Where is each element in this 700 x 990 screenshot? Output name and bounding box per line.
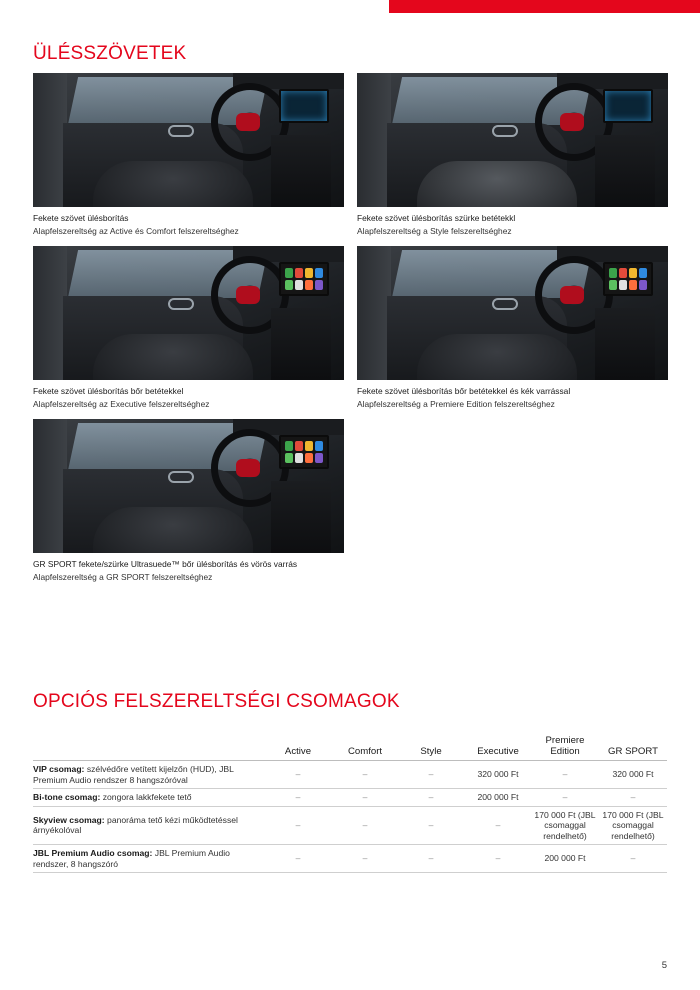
interior-photo bbox=[33, 246, 344, 380]
price-cell: – bbox=[263, 761, 333, 789]
price-cell: – bbox=[263, 845, 333, 873]
price-cell: – bbox=[465, 806, 531, 845]
package-desc: panoráma tető kézi működtetéssel árnyékolóval bbox=[33, 814, 238, 836]
upholstery-card bbox=[33, 73, 344, 236]
price-cell: 170 000 Ft (JBL csomaggal rendelhető) bbox=[599, 806, 667, 845]
price-cell: 320 000 Ft bbox=[599, 761, 667, 789]
price-cell: – bbox=[263, 806, 333, 845]
table-header-row bbox=[33, 735, 667, 761]
header-gr-sport: GR SPORT bbox=[608, 746, 658, 757]
top-accent-bar bbox=[389, 0, 700, 13]
price-cell: – bbox=[333, 806, 397, 845]
price-cell: – bbox=[465, 845, 531, 873]
card-subtitle: Alapfelszereltség az Executive felszereltséghez bbox=[33, 399, 210, 409]
price-cell: – bbox=[599, 789, 667, 807]
package-cell bbox=[33, 845, 263, 873]
card-subtitle: Alapfelszereltség a Style felszereltséghez bbox=[357, 226, 512, 236]
table-row bbox=[33, 789, 667, 807]
interior-photo bbox=[357, 73, 668, 207]
price-cell: 320 000 Ft bbox=[465, 761, 531, 789]
interior-photo bbox=[357, 246, 668, 380]
package-name: JBL Premium Audio csomag: bbox=[33, 848, 153, 858]
package-cell bbox=[33, 761, 263, 789]
interior-photo bbox=[33, 73, 344, 207]
upholstery-card bbox=[33, 419, 344, 582]
price-cell: – bbox=[333, 761, 397, 789]
card-title: Fekete szövet ülésborítás bőr betétekkel és kék varrással bbox=[357, 386, 571, 396]
card-subtitle: Alapfelszereltség az Active és Comfort felszereltséghez bbox=[33, 226, 239, 236]
section-title-packages: OPCIÓS FELSZERELTSÉGI CSOMAGOK bbox=[33, 691, 400, 712]
card-title: Fekete szövet ülésborítás bőr betétekkel bbox=[33, 386, 184, 396]
card-title: GR SPORT fekete/szürke Ultrasuede™ bőr ülésborítás és vörös varrás bbox=[33, 559, 298, 569]
package-cell bbox=[33, 789, 263, 807]
table-row bbox=[33, 761, 667, 789]
price-cell: – bbox=[263, 789, 333, 807]
package-desc: zongora lakkfekete tető bbox=[102, 792, 192, 802]
price-cell: – bbox=[397, 845, 465, 873]
price-cell: – bbox=[397, 806, 465, 845]
upholstery-card bbox=[357, 246, 668, 409]
header-comfort: Comfort bbox=[347, 746, 383, 757]
header-package bbox=[33, 735, 263, 761]
header-executive: Executive bbox=[477, 746, 519, 757]
package-name: Skyview csomag: bbox=[33, 814, 105, 825]
packages-table bbox=[33, 735, 667, 873]
price-cell: – bbox=[397, 761, 465, 789]
header-style: Style bbox=[420, 746, 442, 757]
price-cell: 200 000 Ft bbox=[465, 789, 531, 807]
price-cell: 170 000 Ft (JBL csomaggal rendelhető) bbox=[531, 806, 599, 845]
upholstery-card bbox=[33, 246, 344, 409]
card-title: Fekete szövet ülésborítás bbox=[33, 213, 129, 223]
package-name: VIP csomag: bbox=[33, 764, 85, 774]
interior-photo bbox=[33, 419, 344, 553]
package-cell bbox=[33, 806, 263, 845]
price-cell: – bbox=[397, 789, 465, 807]
card-subtitle: Alapfelszereltség a GR SPORT felszereltséghez bbox=[33, 572, 213, 582]
section-title-upholstery: ÜLÉSSZÖVETEK bbox=[33, 43, 187, 64]
upholstery-card bbox=[357, 73, 668, 236]
price-cell: – bbox=[333, 789, 397, 807]
price-cell: 200 000 Ft bbox=[531, 845, 599, 873]
price-cell: – bbox=[599, 845, 667, 873]
package-desc: szélvédőre vetített kijelzőn (HUD), JBL Premium Audio rendszer 8 hangszóróval bbox=[33, 764, 234, 785]
package-name: Bi-tone csomag: bbox=[33, 792, 101, 802]
table-row bbox=[33, 845, 667, 873]
page-number: 5 bbox=[661, 960, 667, 971]
price-cell: – bbox=[333, 845, 397, 873]
price-cell: – bbox=[531, 761, 599, 789]
card-subtitle: Alapfelszereltség a Premiere Edition felszereltséghez bbox=[357, 399, 555, 409]
card-title: Fekete szövet ülésborítás szürke betétekkl bbox=[357, 213, 516, 223]
table-row bbox=[33, 806, 667, 845]
price-cell: – bbox=[531, 789, 599, 807]
header-active: Active bbox=[284, 746, 312, 757]
header-premiere-edition: Premiere Edition bbox=[545, 735, 585, 757]
package-desc: JBL Premium Audio rendszer, 8 hangszóró bbox=[33, 848, 230, 869]
